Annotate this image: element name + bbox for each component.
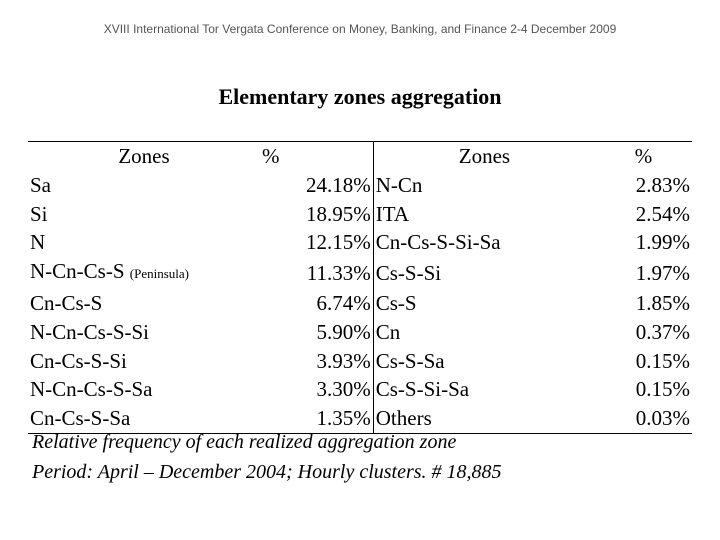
- zone-left-cell-text: N-Cn-Cs-S: [30, 259, 125, 284]
- percent-left-cell: [260, 200, 373, 229]
- zone-left-cell-text: N-Cn-Cs-S-Si: [30, 319, 150, 344]
- table-header-row: [28, 142, 692, 171]
- percent-left-cell-text: 18.95%: [306, 201, 371, 226]
- zone-right-cell: [373, 375, 595, 404]
- zone-right-cell: [373, 228, 595, 257]
- percent-right-cell-text: 0.03%: [635, 406, 690, 431]
- column-header-zones-2: Zones: [458, 144, 511, 168]
- table-row: [28, 257, 692, 289]
- zone-right-cell-text: Cn: [375, 319, 401, 344]
- zone-left-cell: [28, 347, 260, 376]
- percent-right-cell: [595, 289, 692, 318]
- percent-right-cell-text: 1.85%: [635, 290, 690, 315]
- percent-left-cell: [260, 347, 373, 376]
- percent-left-cell-text: 5.90%: [316, 319, 371, 344]
- zone-right-cell: [373, 171, 595, 200]
- zone-left-cell-text: Sa: [30, 172, 51, 197]
- percent-left-cell: [260, 257, 373, 289]
- zone-left-cell: [28, 318, 260, 347]
- percent-left-cell-text: 24.18%: [306, 172, 371, 197]
- column-header-percent-1: %: [260, 142, 373, 171]
- table-row: [28, 200, 692, 229]
- percent-right-cell-text: 1.99%: [635, 230, 690, 255]
- zone-left-cell: [28, 228, 260, 257]
- table-row: [28, 318, 692, 347]
- percent-right-cell: [595, 171, 692, 200]
- percent-right-cell: [595, 257, 692, 289]
- zone-left-cell-text: Cn-Cs-S-Si: [30, 348, 127, 373]
- table-row: [28, 347, 692, 376]
- zone-right-cell-text: Cs-S-Si: [375, 260, 442, 285]
- percent-right-cell: [595, 404, 692, 433]
- percent-left-cell: [260, 171, 373, 200]
- zone-left-cell: [28, 375, 260, 404]
- percent-right-cell: [595, 200, 692, 229]
- percent-right-cell: [595, 375, 692, 404]
- zone-right-cell-text: Others: [375, 406, 432, 431]
- percent-right-cell: [595, 228, 692, 257]
- zone-left-cell: [28, 171, 260, 200]
- zone-right-cell: [373, 318, 595, 347]
- zone-right-cell-text: Cn-Cs-S-Si-Sa: [375, 230, 501, 255]
- percent-right-cell-text: 1.97%: [635, 260, 690, 285]
- zone-right-cell: [373, 347, 595, 376]
- zone-right-cell-text: Cs-S: [375, 290, 417, 315]
- zone-note: (Peninsula): [129, 266, 189, 282]
- zone-left-cell-text: Cn-Cs-S: [30, 290, 103, 315]
- slide-title: Elementary zones aggregation: [218, 84, 502, 109]
- conference-header: XVIII International Tor Vergata Conference on Money, Banking, and Finance 2-4 December 2009: [103, 22, 617, 36]
- table-row: [28, 375, 692, 404]
- table-row: [28, 228, 692, 257]
- percent-right-cell-text: 0.37%: [635, 319, 690, 344]
- percent-right-cell-text: 2.54%: [635, 201, 690, 226]
- zone-right-cell-text: N-Cn: [375, 172, 423, 197]
- percent-left-cell: [260, 289, 373, 318]
- percent-right-cell: [595, 318, 692, 347]
- zone-left-cell-text: N: [30, 230, 46, 255]
- percent-left-cell-text: 11.33%: [306, 260, 371, 285]
- zone-left-cell-text: N-Cn-Cs-S-Sa: [30, 377, 153, 402]
- table-body: [28, 171, 692, 434]
- table-row: [28, 289, 692, 318]
- percent-left-cell-text: 3.93%: [316, 348, 371, 373]
- zone-left-cell: [28, 289, 260, 318]
- zone-left-cell: [28, 257, 260, 289]
- footnote-period: Period: April – December 2004; Hourly clusters. # 18,885: [32, 461, 502, 483]
- column-header-percent-2: %: [634, 144, 653, 168]
- percent-right-cell-text: 2.83%: [635, 172, 690, 197]
- zone-right-cell: [373, 257, 595, 289]
- percent-left-cell-text: 6.74%: [316, 290, 371, 315]
- zone-left-cell-text: Cn-Cs-S-Sa: [30, 406, 131, 431]
- zones-table: [28, 141, 692, 434]
- column-header-zones-1: Zones: [118, 144, 170, 168]
- percent-left-cell: [260, 318, 373, 347]
- zone-right-cell: [373, 289, 595, 318]
- percent-left-cell: [260, 228, 373, 257]
- zone-right-cell-text: Cs-S-Sa: [375, 348, 445, 373]
- percent-right-cell-text: 0.15%: [635, 348, 690, 373]
- percent-right-cell: [595, 347, 692, 376]
- zone-left-cell-text: Si: [30, 201, 48, 226]
- percent-left-cell: [260, 375, 373, 404]
- table-row: [28, 171, 692, 200]
- percent-left-cell-text: 12.15%: [306, 230, 371, 255]
- zone-right-cell-text: ITA: [375, 201, 410, 226]
- footnote-frequency: Relative frequency of each realized aggregation zone: [32, 431, 457, 453]
- percent-right-cell-text: 0.15%: [635, 377, 690, 402]
- zone-right-cell-text: Cs-S-Si-Sa: [375, 377, 470, 402]
- percent-left-cell-text: 3.30%: [316, 377, 371, 402]
- zone-right-cell: [373, 200, 595, 229]
- zone-left-cell: [28, 200, 260, 229]
- percent-left-cell-text: 1.35%: [316, 406, 371, 431]
